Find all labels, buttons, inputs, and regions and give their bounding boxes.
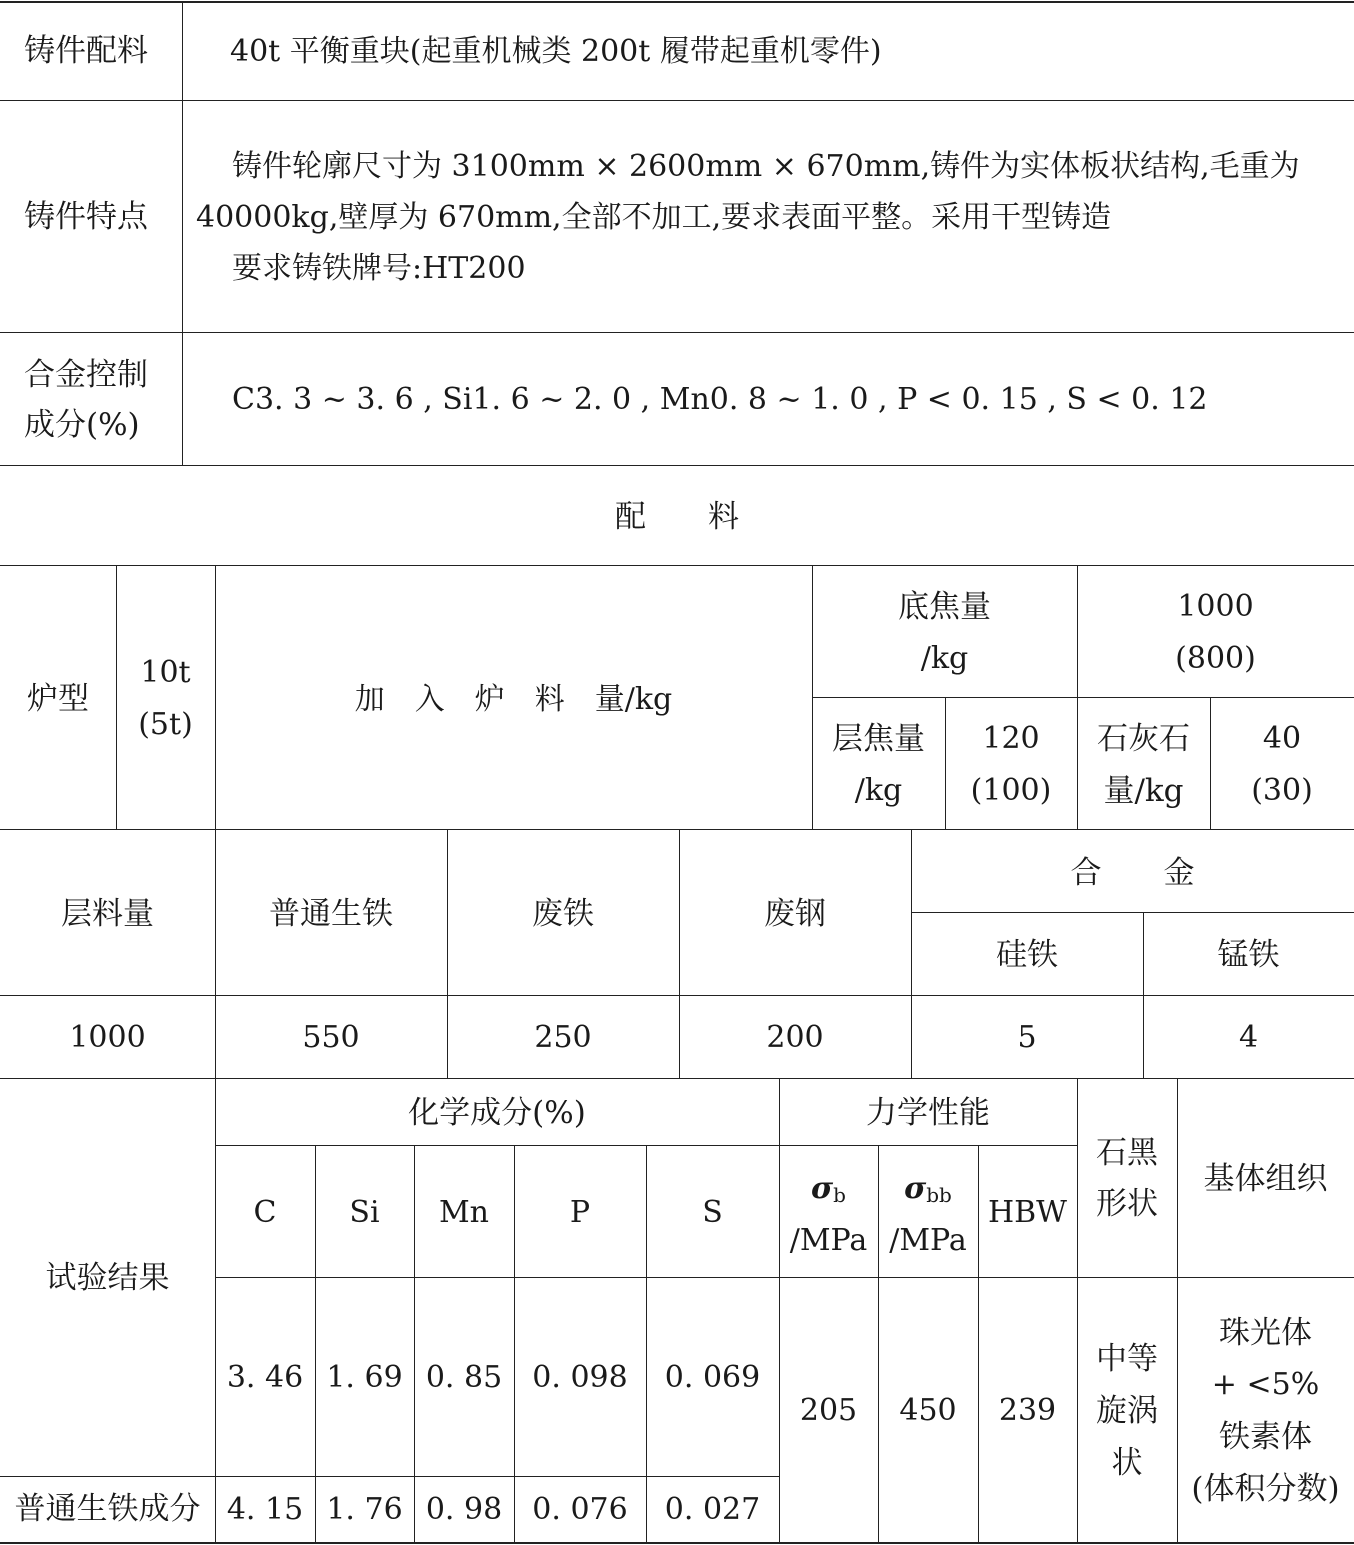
matrix-value-3: 铁素体 [1219, 1419, 1312, 1455]
rule [0, 995, 1354, 996]
rule [911, 912, 1354, 913]
pig-value-s: 0. 027 [664, 1492, 761, 1527]
rule [0, 1078, 1354, 1079]
label-alloy-control-1: 合金控制 [24, 357, 148, 393]
col-sigma-b-unit: /MPa [789, 1223, 868, 1258]
header-layer-charge: 层料量 [61, 896, 154, 932]
rule-vertical [1210, 697, 1211, 829]
test-results-label: 试验结果 [45, 1260, 170, 1296]
limestone-value: 40 [1262, 721, 1302, 756]
rule-vertical [182, 1, 183, 465]
value-pig-iron: 550 [302, 1020, 360, 1055]
rule [0, 565, 1354, 566]
layer-coke-unit: /kg [854, 773, 903, 808]
rule-vertical [215, 565, 216, 1078]
graphite-value-3: 状 [1111, 1445, 1143, 1481]
bottom-coke-value: 1000 [1177, 589, 1254, 624]
col-c: C [253, 1195, 277, 1230]
graphite-value-1: 中等 [1096, 1341, 1158, 1377]
value-ferromanganese: 4 [1238, 1020, 1259, 1055]
value-casting-charge: 40t 平衡重块(起重机械类 200t 履带起重机零件) [230, 34, 882, 69]
furnace-size-alt: (5t) [138, 707, 193, 742]
value-scrap-steel: 200 [766, 1020, 824, 1055]
rule-vertical [215, 1078, 216, 1542]
value-hbw: 239 [998, 1393, 1057, 1428]
rule [215, 1277, 1354, 1278]
sigma-b-subscript: b [833, 1183, 846, 1207]
pig-value-c: 4. 15 [226, 1492, 304, 1527]
label-casting-features: 铸件特点 [24, 199, 148, 235]
value-c: 3. 46 [226, 1360, 304, 1395]
value-scrap-iron: 250 [534, 1020, 592, 1055]
pig-value-si: 1. 76 [326, 1492, 403, 1527]
pig-value-p: 0. 076 [532, 1492, 628, 1527]
bottom-coke-label: 底焦量 [898, 589, 991, 625]
col-s: S [702, 1195, 723, 1230]
col-sigma-bb [878, 1171, 978, 1207]
matrix-value-4: (体积分数) [1191, 1471, 1340, 1507]
rule-vertical [779, 1078, 780, 1542]
rule [0, 332, 1354, 333]
chemical-composition-header: 化学成分(%) [408, 1095, 586, 1131]
matrix-structure-header: 基体组织 [1203, 1161, 1328, 1197]
col-mn: Mn [438, 1195, 490, 1230]
value-alloy-control: C3. 3 ~ 3. 6 , Si1. 6 ~ 2. 0 , Mn0. 8 ~ 1. 0 , P < 0. 15 , S < 0. 12 [232, 382, 1208, 417]
section-title: 配 料 [615, 499, 739, 535]
pig-value-mn: 0. 98 [425, 1492, 503, 1527]
header-ferromanganese: 锰铁 [1217, 937, 1280, 973]
value-p: 0. 098 [532, 1360, 628, 1395]
rule-vertical [1143, 912, 1144, 1078]
bottom-coke-unit: /kg [920, 641, 969, 676]
bottom-coke-value-alt: (800) [1175, 641, 1256, 676]
col-hbw: HBW [987, 1195, 1068, 1230]
layer-coke-label: 层焦量 [832, 721, 925, 757]
value-si: 1. 69 [326, 1360, 403, 1395]
limestone-value-alt: (30) [1251, 773, 1313, 808]
col-sigma-bb-unit: /MPa [889, 1223, 967, 1258]
limestone-unit: 量/kg [1103, 773, 1184, 809]
rule-vertical [116, 565, 117, 829]
label-casting-charge: 铸件配料 [24, 33, 148, 69]
charge-amount-label: 加 入 炉 料 量/kg [354, 682, 673, 717]
graphite-value-2: 旋涡 [1096, 1393, 1158, 1429]
sigma-symbol: σ [811, 1171, 834, 1206]
value-s: 0. 069 [664, 1360, 761, 1395]
layer-coke-value-alt: (100) [970, 773, 1052, 808]
sigma-symbol: σ [904, 1171, 927, 1206]
col-sigma-b [779, 1171, 878, 1207]
matrix-value-1: 珠光体 [1219, 1315, 1312, 1351]
value-mn: 0. 85 [425, 1360, 503, 1395]
graphite-shape-header-2: 形状 [1096, 1186, 1158, 1222]
features-line-2: 40000kg,壁厚为 670mm,全部不加工,要求表面平整。采用干型铸造 [196, 200, 1112, 235]
header-pig-iron: 普通生铁 [269, 896, 393, 932]
value-layer-charge: 1000 [69, 1020, 146, 1055]
col-p: P [569, 1195, 591, 1230]
rule [0, 100, 1354, 101]
rule-bottom [0, 1542, 1354, 1544]
mechanical-properties-header: 力学性能 [866, 1095, 990, 1131]
rule-vertical [945, 697, 946, 829]
layer-coke-value: 120 [982, 721, 1040, 756]
header-alloy: 合 金 [1070, 855, 1195, 891]
header-ferrosilicon: 硅铁 [996, 937, 1058, 973]
matrix-value-2: + <5% [1211, 1367, 1320, 1402]
rule [0, 1476, 779, 1477]
features-line-3: 要求铸铁牌号:HT200 [232, 251, 526, 286]
sigma-bb-subscript: bb [926, 1183, 952, 1207]
rule [812, 697, 1354, 698]
features-line-1: 铸件轮廓尺寸为 3100mm × 2600mm × 670mm,铸件为实体板状结构,毛重为 [232, 149, 1300, 184]
value-ferrosilicon: 5 [1017, 1020, 1037, 1055]
header-scrap-iron: 废铁 [532, 896, 594, 932]
value-sigma-b: 205 [799, 1393, 858, 1428]
limestone-label: 石灰石 [1097, 721, 1190, 757]
label-alloy-control-2: 成分(%) [24, 407, 140, 443]
furnace-size: 10t [140, 655, 191, 690]
pig-iron-composition-label: 普通生铁成分 [14, 1491, 201, 1527]
rule [0, 829, 1354, 830]
value-sigma-bb: 450 [899, 1393, 957, 1428]
col-si: Si [349, 1195, 380, 1230]
rule-vertical [1177, 1078, 1178, 1542]
header-scrap-steel: 废钢 [764, 896, 826, 932]
furnace-type-label: 炉型 [27, 681, 89, 717]
rule [0, 465, 1354, 466]
graphite-shape-header-1: 石黑 [1096, 1135, 1158, 1171]
rule-top [0, 1, 1354, 3]
